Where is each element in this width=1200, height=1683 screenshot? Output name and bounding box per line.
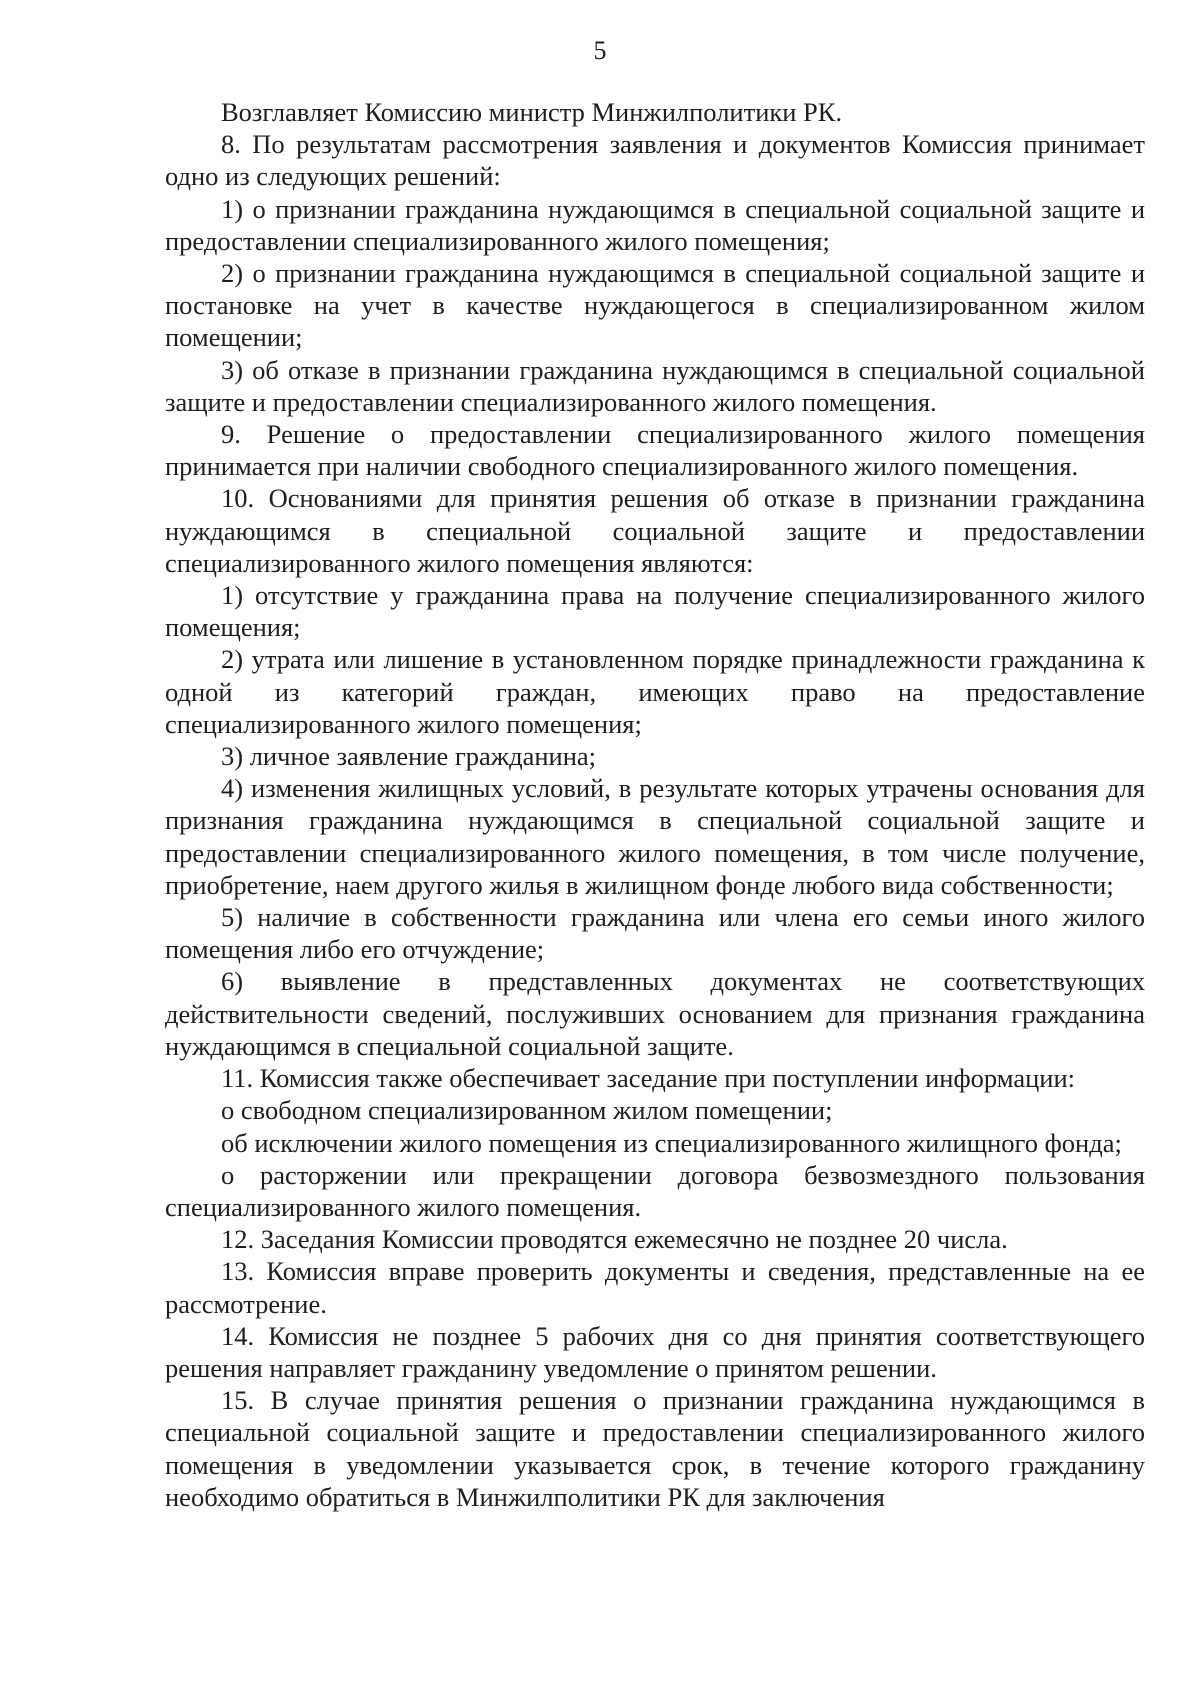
paragraph-commission-head: Возглавляет Комиссию министр Минжилполитики РК.	[221, 97, 843, 127]
paragraph-item-11-c: о расторжении или прекращении договора безвозмездного пользования специализированного жилого помещения.	[165, 1159, 1145, 1222]
paragraph-item-10-5: 5) наличие в собственности гражданина или члена его семьи иного жилого помещения либо его отчуждение;	[165, 902, 1145, 965]
paragraph-item-11-b: об исключении жилого помещения из специализированного жилищного фонда;	[221, 1127, 1122, 1158]
paragraph-item-10-4: 4) изменения жилищных условий, в результате которых утрачены основания для признания гражданина нуждающимся в специальной социальной защите и предоставлении специализированного жилого помещения, в том числе получение, приобретение, наем другого жилья в жилищном фонде любого вида собственности;	[165, 773, 1145, 900]
paragraph-item-11: 11. Комиссия также обеспечивает заседание при поступлении информации:	[221, 1063, 1076, 1094]
paragraph-item-13: 13. Комиссия вправе проверить документы и сведения, представленные на ее рассмотрение.	[165, 1256, 1145, 1319]
paragraph-item-9: 9. Решение о предоставлении специализированного жилого помещения принимается при наличии свободного специализированного жилого помещения.	[165, 419, 1145, 482]
document-body	[165, 96, 1145, 1513]
paragraph-item-10-2: 2) утрата или лишение в установленном порядке принадлежности гражданина к одной из категорий граждан, имеющих право на предоставление специализированного жилого помещения;	[165, 644, 1145, 739]
paragraph-item-10-1: 1) отсутствие у гражданина права на получение специализированного жилого помещения;	[165, 580, 1145, 643]
paragraph-item-12: 12. Заседания Комиссии проводятся ежемесячно не позднее 20 числа.	[221, 1224, 1008, 1255]
paragraph-item-8: 8. По результатам рассмотрения заявления и документов Комиссия принимает одно из следующих решений:	[165, 129, 1145, 192]
paragraph-item-15: 15. В случае принятия решения о признании гражданина нуждающимся в специальной социальной защите и предоставлении специализированного жилого помещения в уведомлении указывается срок, в течение которого гражданину необходимо обратиться в Минжилполитики РК для заключения	[165, 1385, 1145, 1512]
paragraph-item-11-a: о свободном специализированном жилом помещении;	[221, 1095, 833, 1126]
paragraph-item-10-3: 3) личное заявление гражданина;	[221, 741, 596, 772]
paragraph-item-10-6: 6) выявление в представленных документах не соответствующих действительности сведений, послуживших основанием для признания гражданина нуждающимся в специальной социальной защите.	[165, 966, 1145, 1061]
paragraph-item-8-3: 3) об отказе в признании гражданина нуждающимся в специальной социальной защите и предоставлении специализированного жилого помещения.	[165, 354, 1145, 417]
paragraph-item-10: 10. Основаниями для принятия решения об отказе в признании гражданина нуждающимся в специальной социальной защите и предоставлении специализированного жилого помещения являются:	[165, 483, 1145, 578]
paragraph-item-8-2: 2) о признании гражданина нуждающимся в специальной социальной защите и постановке на учет в качестве нуждающегося в специализированном жилом помещении;	[165, 258, 1145, 353]
page-number: 5	[593, 36, 607, 65]
paragraph-item-14: 14. Комиссия не позднее 5 рабочих дня со дня принятия соответствующего решения направляет гражданину уведомление о принятом решении.	[165, 1320, 1145, 1383]
paragraph-item-8-1: 1) о признании гражданина нуждающимся в специальной социальной защите и предоставлении специализированного жилого помещения;	[165, 193, 1145, 256]
